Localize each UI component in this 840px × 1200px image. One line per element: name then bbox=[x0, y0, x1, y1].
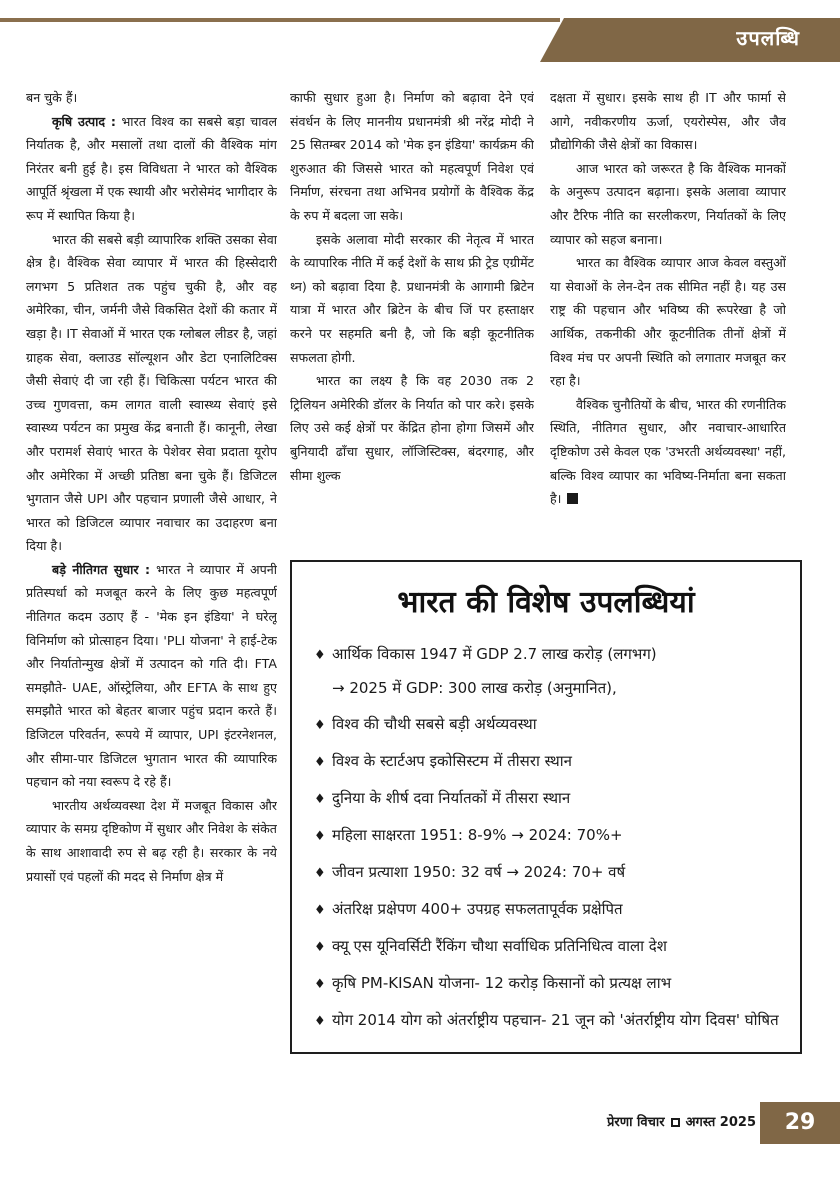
item-text: कृषि PM-KISAN योजना- 12 करोड़ किसानों को प्रत्यक्ष लाभ bbox=[332, 974, 672, 992]
box-title: भारत की विशेष उपलब्धियां bbox=[397, 585, 695, 620]
achievements-list bbox=[314, 644, 786, 1047]
list-item bbox=[314, 788, 786, 810]
column-1 bbox=[26, 86, 277, 1086]
item-text: विश्व की चौथी सबसे बड़ी अर्थव्यवस्था bbox=[332, 715, 537, 733]
page-number: 29 bbox=[760, 1102, 840, 1144]
end-mark-icon bbox=[567, 493, 578, 504]
list-item bbox=[314, 973, 786, 995]
achievements-box bbox=[290, 560, 802, 1054]
list-item bbox=[314, 644, 786, 699]
item-text: → 2025 में GDP: 300 लाख करोड़ (अनुमानित), bbox=[332, 679, 617, 697]
list-item bbox=[314, 751, 786, 773]
diamond-bullet-icon: ♦ bbox=[314, 648, 326, 663]
paragraph: भारतीय अर्थव्यवस्था देश में मजबूत विकास और व्यापार के समग्र दृष्टिकोण में सुधार और निवेश के संकेत के साथ आशावादी रुप से बढ़ रही है। सरकार के नये प्रयासों एवं पहलों की मदद से निर्माण क्षेत्र में bbox=[26, 797, 277, 884]
item-text: क्यू एस यूनिवर्सिटी रैंकिंग चौथा सर्वाधिक प्रतिनिधित्व वाला देश bbox=[332, 937, 667, 955]
paragraph: काफी सुधार हुआ है। निर्माण को बढ़ावा देने एवं संवर्धन के लिए माननीय प्रधानमंत्री श्री नरेंद्र मोदी ने 25 सितम्बर 2014 को 'मेक इन इंडिया' कार्यक्रम की शुरुआत की जिससे भारत को महत्वपूर्ण निवेश एवं निर्माण, संरचना तथा अभिनव प्रयोगों के वैश्विक केंद्र के रुप में बदला जा सके। bbox=[290, 90, 534, 223]
diamond-bullet-icon: ♦ bbox=[314, 866, 326, 881]
footer bbox=[607, 1112, 756, 1130]
diamond-bullet-icon: ♦ bbox=[314, 940, 326, 955]
separator-icon bbox=[671, 1118, 680, 1127]
paragraph-text: भारत ने व्यापार में अपनी प्रतिस्पर्धा को मजबूत करने के लिए कुछ महत्वपूर्ण नीतिगत कदम उठाए हैं - 'मेक इन इंडिया' ने घरेलू विनिर्माण को प्रोत्साहन दिया। 'PLI योजना' ने हाई-टेक और निर्यातोन्मुख क्षेत्रों में उत्पादन को गति दी। FTA समझौते- UAE, ऑस्ट्रेलिया, और EFTA के साथ हुए समझौते भारत को बेहतर बाजार पहुंच प्रदान करते हैं। डिजिटल परिवर्तन, रूपये में व्यापार, UPI इंटरनेशनल, और सीमा-पार डिजिटल भुगतान भारत की व्यापारिक पहचान को नया स्वरूप दे रहे हैं। bbox=[26, 561, 277, 790]
diamond-bullet-icon: ♦ bbox=[314, 1014, 326, 1029]
item-text: दुनिया के शीर्ष दवा निर्यातकों में तीसरा स्थान bbox=[332, 789, 571, 807]
paragraph: भारत का लक्ष्य है कि वह 2030 तक 2 ट्रिलियन अमेरिकी डॉलर के निर्यात को पार करे। इसके लिए उसे कई क्षेत्रों पर केंद्रित होना होगा जिसमें और बुनियादी ढाँचा सुधार, लॉजिस्टिक्स, बंदरगाह, और सीमा शुल्क bbox=[290, 373, 534, 483]
diamond-bullet-icon: ♦ bbox=[314, 718, 326, 733]
section-label: उपलब्धि bbox=[736, 26, 800, 50]
item-text: आर्थिक विकास 1947 में GDP 2.7 लाख करोड़ (लगभग) bbox=[332, 645, 657, 663]
lead-agriculture: कृषि उत्पाद : bbox=[52, 113, 116, 129]
paragraph: आज भारत को जरूरत है कि वैश्विक मानकों के अनुरूप उत्पादन बढ़ाना। इसके अलावा व्यापार और टैरिफ नीति का सरलीकरण, निर्यातकों के लिए व्यापार को सहज बनाना। bbox=[550, 160, 786, 247]
header-band bbox=[0, 0, 840, 62]
paragraph: इसके अलावा मोदी सरकार की नेतृत्व में भारत के व्यापारिक नीति में कई देशों के साथ फ्री ट्रेड एग्रीमेंट थ्न) को बढ़ावा दिया है. प्रधानमंत्री के आगामी ब्रिटेन यात्रा में भारत और ब्रिटेन के बीच जिं पर हस्ताक्षर करने पर सहमति बनी है, जो कि बड़ी कूटनीतिक सफलता होगी. bbox=[290, 231, 534, 365]
paragraph: दक्षता में सुधार। इसके साथ ही IT और फार्मा से आगे, नवीकरणीय ऊर्जा, एयरोस्पेस, और जैव प्रौद्योगिकी जैसे क्षेत्रों का विकास। bbox=[550, 90, 786, 153]
list-item bbox=[314, 862, 786, 884]
column-2 bbox=[290, 86, 534, 526]
paragraph: भारत का वैश्विक व्यापार आज केवल वस्तुओं या सेवाओं के लेन-देन तक सीमित नहीं है। यह उस राष्ट्र की पहचान और भविष्य की रूपरेखा है जो आर्थिक, तकनीकी और कूटनीतिक तीनों क्षेत्रों में विश्व मंच पर अपनी स्थिति को लगातार मजबूत कर रहा है। bbox=[550, 255, 786, 389]
paragraph-closing bbox=[550, 393, 786, 511]
list-item bbox=[314, 899, 786, 921]
lead-policy: बड़े नीतिगत सुधार : bbox=[52, 561, 151, 577]
paragraph-services: भारत की सबसे बड़ी व्यापारिक शक्ति उसका सेवा क्षेत्र है। वैश्विक सेवा व्यापार में भारत की हिस्सेदारी लगभग 5 प्रतिशत तक पहुंच चुकी है, और वह अमेरिका, चीन, जर्मनी जैसे विकसित देशों की कतार में खड़ा है। IT सेवाओं में भारत एक ग्लोबल लीडर है, जहां ग्राहक सेवा, क्लाउड सॉल्यूशन और डेटा एनालिटिक्स जैसी सेवाएं दी जा रही हैं। चिकित्सा पर्यटन भारत की उच्च गुणवत्ता, कम लागत वाली स्वास्थ्य सेवाएं इसे स्वास्थ्य पर्यटन का प्रमुख केंद्र बनाती हैं। कानूनी, लेखा और परामर्श सेवाएं भारत के पेशेवर सेवा प्रदाता यूरोप और अमेरिका में अच्छी प्रतिष्ठा बना चुके हैं। डिजिटल भुगतान जैसे UPI और पहचान प्रणाली जैसे आधार, ने भारत को डिजिटल व्यापार नवाचार का उदाहरण बना दिया है। bbox=[26, 231, 277, 554]
item-text: विश्व के स्टार्टअप इकोसिस्टम में तीसरा स्थान bbox=[332, 752, 572, 770]
list-item bbox=[314, 936, 786, 958]
paragraph-policy bbox=[26, 558, 277, 794]
item-text: जीवन प्रत्याशा 1950: 32 वर्ष → 2024: 70+ वर्ष bbox=[332, 863, 626, 881]
diamond-bullet-icon: ♦ bbox=[314, 829, 326, 844]
diamond-bullet-icon: ♦ bbox=[314, 977, 326, 992]
item-text: योग 2014 योग को अंतर्राष्ट्रीय पहचान- 21 जून को 'अंतर्राष्ट्रीय योग दिवस' घोषित bbox=[332, 1011, 779, 1029]
item-text: अंतरिक्ष प्रक्षेपण 400+ उपग्रह सफलतापूर्वक प्रक्षेपित bbox=[332, 900, 623, 918]
paragraph-agriculture bbox=[26, 110, 277, 228]
paragraph-text: वैश्विक चुनौतियों के बीच, भारत की रणनीतिक स्थिति, नीतिगत सुधार, और नवाचार-आधारित दृष्टिकोण उसे केवल एक 'उभरती अर्थव्यवस्था' नहीं, बल्कि विश्व व्यापार का भविष्य-निर्माता बना सकता है। bbox=[550, 396, 786, 507]
list-item bbox=[314, 714, 786, 736]
column-3 bbox=[550, 86, 786, 536]
magazine-name: प्रेरणा विचार bbox=[607, 1115, 665, 1130]
diamond-bullet-icon: ♦ bbox=[314, 903, 326, 918]
item-text: महिला साक्षरता 1951: 8-9% → 2024: 70%+ bbox=[332, 826, 623, 844]
paragraph-text: भारत विश्व का सबसे बड़ा चावल निर्यातक है, और मसालों तथा दालों की वैश्विक मांग निरंतर बनी हुई है। इस विविधता ने भारत को वैश्विक आपूर्ति श्रृंखला में एक स्थायी और भरोसेमंद भागीदार के रूप में स्थापित किया है। bbox=[26, 113, 277, 223]
list-item bbox=[314, 825, 786, 847]
list-item bbox=[314, 1010, 786, 1032]
diamond-bullet-icon: ♦ bbox=[314, 755, 326, 770]
header-rule bbox=[0, 18, 560, 22]
paragraph: बन चुके हैं। bbox=[26, 90, 78, 105]
diamond-bullet-icon: ♦ bbox=[314, 792, 326, 807]
issue-date: अगस्त 2025 bbox=[685, 1115, 756, 1130]
